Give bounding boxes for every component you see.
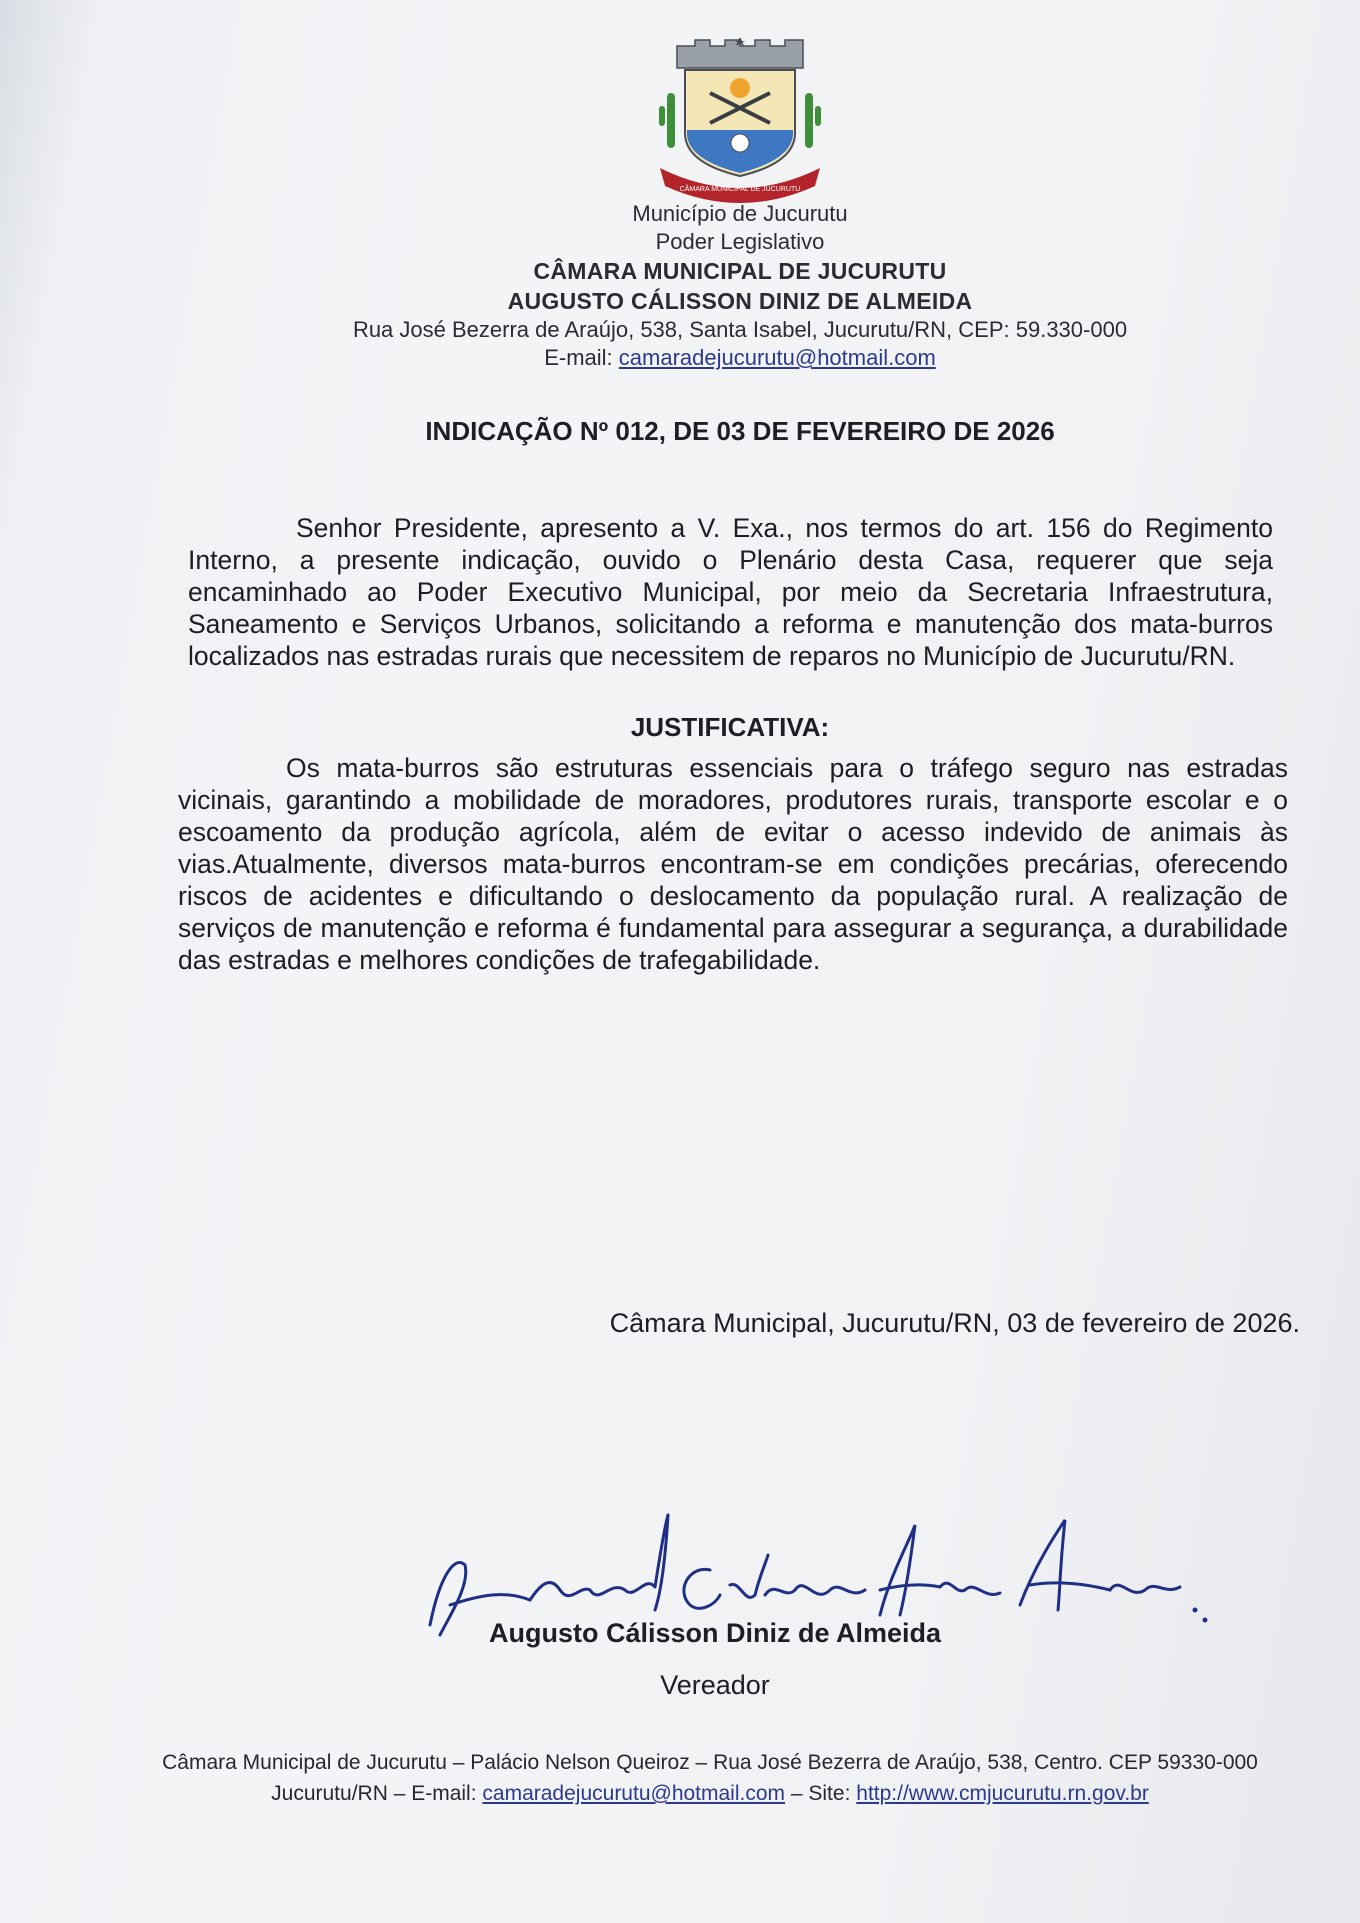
chamber-name: CÂMARA MUNICIPAL DE JUCURUTU	[533, 258, 947, 284]
justification-body: Os mata-burros são estruturas essenciais para o tráfego seguro nas estradas vicinais, garantindo a mobilidade de moradores, produtores rurais, transporte escolar e o escoamento da produção agrícola, além de evitar o acesso indevido de animais às vias.Atualmente, diversos mata-burros encontram-se em condições precárias, oferecendo riscos de acidentes e dificultando o deslocamento da população rural. A realização de serviços de manutenção e reforma é fundamental para assegurar a segurança, a durabilidade das estradas e melhores condições de trafegabilidade.	[178, 753, 1288, 975]
email-label: E-mail:	[544, 345, 613, 370]
municipality-line: Município de Jucurutu	[632, 201, 848, 226]
footer-site-label: – Site:	[790, 1782, 851, 1805]
footer-email-label: Jucurutu/RN – E-mail:	[271, 1782, 477, 1805]
letterhead	[200, 200, 1280, 372]
place-date: Câmara Municipal, Jucurutu/RN, 03 de fevereiro de 2026.	[609, 1308, 1300, 1338]
branch-line: Poder Legislativo	[655, 229, 825, 254]
page-footer	[130, 1747, 1290, 1809]
document-title: INDICAÇÃO Nº 012, DE 03 DE FEVEREIRO DE 2026	[425, 416, 1055, 446]
email-line	[200, 344, 1280, 372]
justification-heading: JUSTIFICATIVA:	[630, 712, 830, 742]
footer-line-2	[130, 1778, 1290, 1809]
footer-line-1: Câmara Municipal de Jucurutu – Palácio Nelson Queiroz – Rua José Bezerra de Araújo, 538, Centro. CEP 59330-000	[162, 1751, 1258, 1774]
header-email-link[interactable]: camaradejucurutu@hotmail.com	[618, 345, 936, 370]
footer-email-link[interactable]: camaradejucurutu@hotmail.com	[482, 1782, 786, 1805]
indication-body: Senhor Presidente, apresento a V. Exa., nos termos do art. 156 do Regimento Interno, a presente indicação, ouvido o Plenário desta Casa, requerer que seja encaminhado ao Poder Executivo Municipal, por meio da Secretaria Infraestrutura, Saneamento e Serviços Urbanos, solicitando a reforma e manutenção dos mata-burros localizados nas estradas rurais que necessitem de reparos no Município de Jucurutu/RN.	[188, 513, 1273, 671]
signatory-role: Vereador	[660, 1670, 770, 1700]
address-line: Rua José Bezerra de Araújo, 538, Santa Isabel, Jucurutu/RN, CEP: 59.330-000	[352, 317, 1128, 342]
coat-of-arms-icon	[655, 38, 825, 203]
crest-ribbon-text: CÂMARA MUNICIPAL DE JUCURUTU	[679, 186, 801, 193]
signatory-name: Augusto Cálisson Diniz de Almeida	[488, 1618, 942, 1648]
footer-site-link[interactable]: http://www.cmjucurutu.rn.gov.br	[856, 1782, 1149, 1805]
building-name: AUGUSTO CÁLISSON DINIZ DE ALMEIDA	[507, 288, 973, 314]
